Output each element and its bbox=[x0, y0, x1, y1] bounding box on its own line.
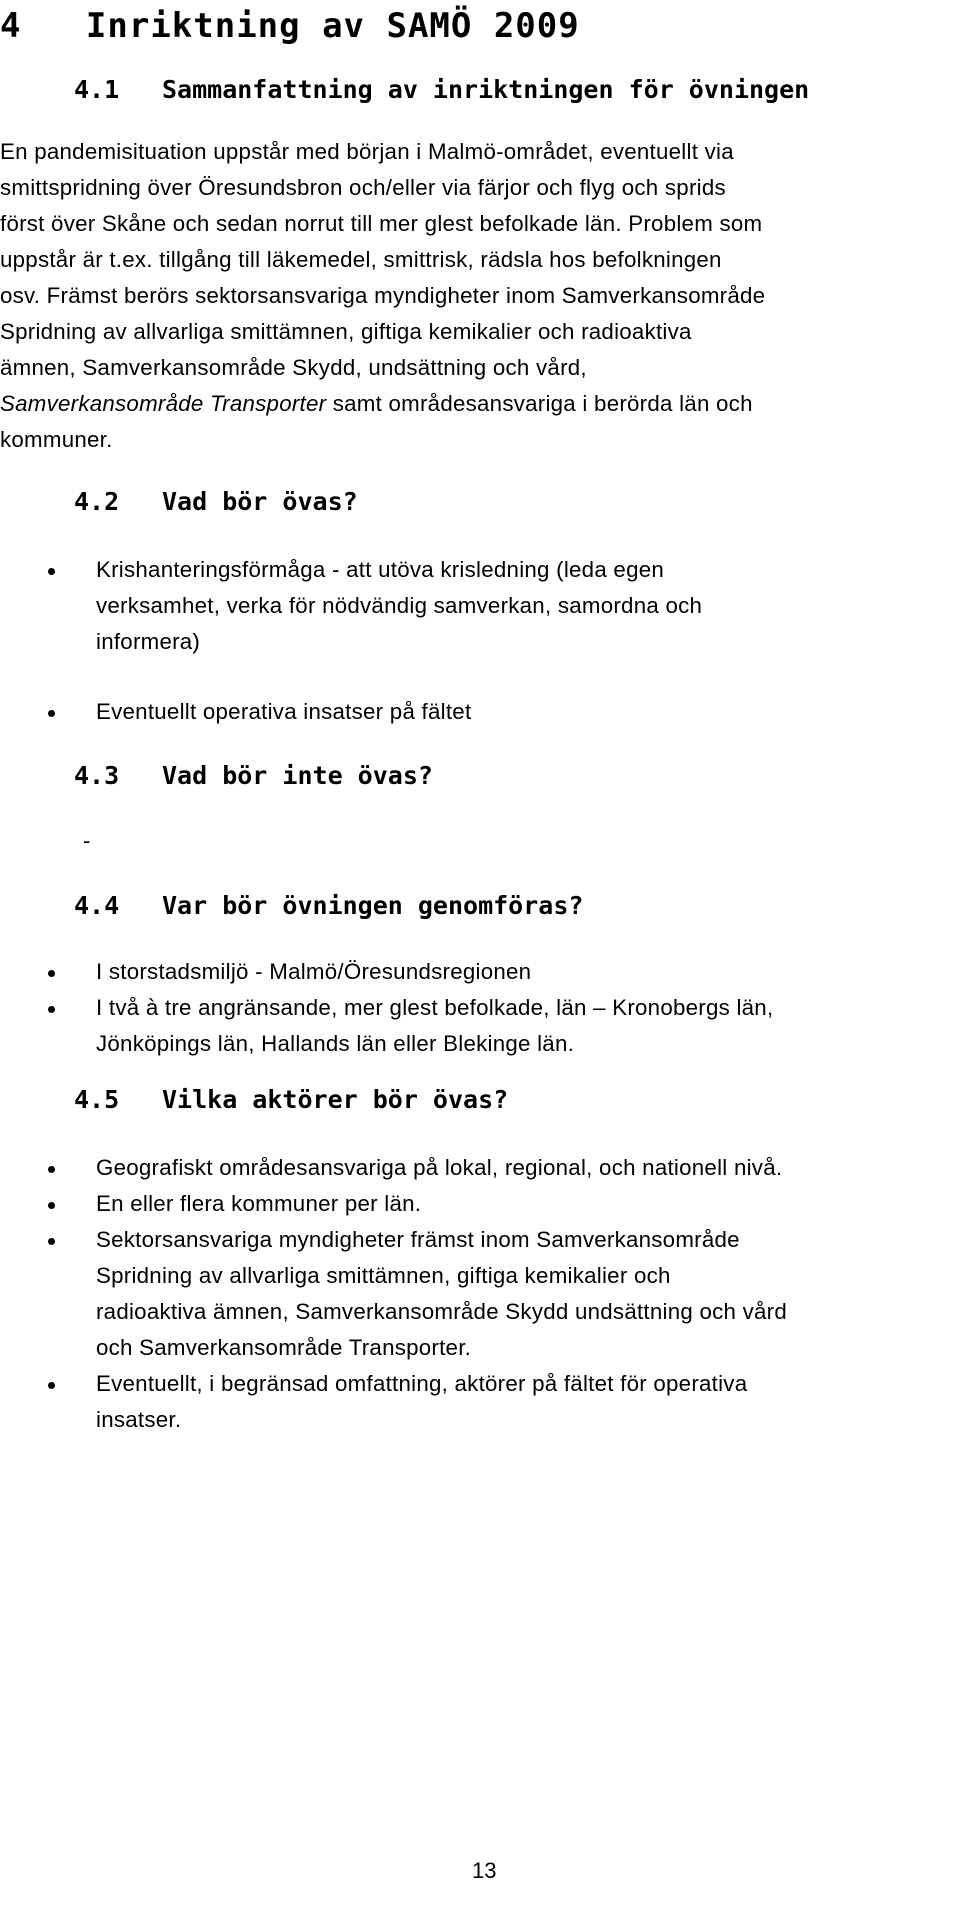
paragraph-line: osv. Främst berörs sektorsansvariga myndigheter inom Samverkansområde bbox=[0, 283, 766, 308]
list-line: Sektorsansvariga myndigheter främst inom Samverkansområde bbox=[96, 1227, 740, 1252]
section-title: Vad bör övas? bbox=[162, 487, 358, 516]
list-item bbox=[0, 990, 773, 1062]
section-number: 4.5 bbox=[74, 1085, 120, 1114]
section-title: Vilka aktörer bör övas? bbox=[162, 1085, 509, 1114]
bullet-icon bbox=[48, 1166, 55, 1173]
what-to-practice-list bbox=[0, 552, 702, 730]
list-line: Krishanteringsförmåga - att utöva krisledning (leda egen bbox=[96, 557, 665, 582]
bullet-icon bbox=[48, 1238, 55, 1245]
section-number: 4.3 bbox=[74, 761, 120, 790]
list-item bbox=[0, 954, 773, 990]
paragraph-line: smittspridning över Öresundsbron och/eller via färjor och flyg och sprids bbox=[0, 175, 726, 200]
section-heading-4-4 bbox=[74, 888, 583, 924]
where-list bbox=[0, 954, 773, 1062]
section-heading-4-5 bbox=[74, 1082, 508, 1118]
actors-list bbox=[0, 1150, 787, 1438]
list-item bbox=[0, 694, 702, 730]
list-line: Spridning av allvarliga smittämnen, giftiga kemikalier och bbox=[96, 1263, 671, 1288]
bullet-icon bbox=[48, 1382, 55, 1389]
section-title: Vad bör inte övas? bbox=[162, 761, 433, 790]
section-number: 4.2 bbox=[74, 487, 120, 516]
section-heading-4-3 bbox=[74, 758, 433, 794]
list-line: I två à tre angränsande, mer glest befolkade, län – Kronobergs län, bbox=[96, 995, 774, 1020]
paragraph-line: ämnen, Samverkansområde Skydd, undsättning och vård, bbox=[0, 355, 587, 380]
italic-term: Samverkansområde Transporter bbox=[0, 391, 327, 416]
list-line: En eller flera kommuner per län. bbox=[96, 1191, 422, 1216]
bullet-icon bbox=[48, 1006, 55, 1013]
chapter-number: 4 bbox=[0, 6, 22, 46]
paragraph-line: kommuner. bbox=[0, 427, 113, 452]
paragraph-line: först över Skåne och sedan norrut till mer glest befolkade län. Problem som bbox=[0, 211, 763, 236]
section-title: Var bör övningen genomföras? bbox=[162, 891, 584, 920]
section-number: 4.4 bbox=[74, 891, 120, 920]
paragraph-line: En pandemisituation uppstår med början i Malmö-området, eventuellt via bbox=[0, 139, 734, 164]
section-heading-4-1 bbox=[74, 72, 809, 108]
list-line: Eventuellt operativa insatser på fältet bbox=[96, 699, 472, 724]
list-line: Geografiskt områdesansvariga på lokal, regional, och nationell nivå. bbox=[96, 1155, 783, 1180]
bullet-icon bbox=[48, 710, 55, 717]
chapter-title: Inriktning av SAMÖ 2009 bbox=[85, 6, 580, 46]
list-line: och Samverkansområde Transporter. bbox=[96, 1335, 472, 1360]
empty-list-dash: - bbox=[83, 828, 91, 853]
list-line: radioaktiva ämnen, Samverkansområde Skydd undsättning och vård bbox=[96, 1299, 787, 1324]
list-line: verksamhet, verka för nödvändig samverkan, samordna och bbox=[96, 593, 703, 618]
section-title: Sammanfattning av inriktningen för övningen bbox=[162, 75, 810, 104]
bullet-icon bbox=[48, 568, 55, 575]
bullet-icon bbox=[48, 1202, 55, 1209]
list-line: I storstadsmiljö - Malmö/Öresundsregionen bbox=[96, 959, 532, 984]
list-line: Eventuellt, i begränsad omfattning, aktörer på fältet för operativa bbox=[96, 1371, 748, 1396]
paragraph-line: Spridning av allvarliga smittämnen, giftiga kemikalier och radioaktiva bbox=[0, 319, 692, 344]
list-line: informera) bbox=[96, 629, 201, 654]
page-number: 13 bbox=[472, 1858, 497, 1883]
list-item bbox=[0, 1222, 787, 1366]
paragraph-line: uppstår är t.ex. tillgång till läkemedel, smittrisk, rädsla hos befolkningen bbox=[0, 247, 722, 272]
list-item bbox=[0, 1186, 787, 1222]
chapter-heading bbox=[0, 4, 580, 48]
paragraph-line bbox=[0, 386, 950, 422]
section-heading-4-2 bbox=[74, 484, 358, 520]
summary-paragraph bbox=[0, 134, 950, 458]
list-item bbox=[0, 552, 702, 660]
list-line: insatser. bbox=[96, 1407, 182, 1432]
paragraph-text: samt områdesansvariga i berörda län och bbox=[326, 391, 753, 416]
list-item bbox=[0, 1366, 787, 1438]
section-number: 4.1 bbox=[74, 75, 120, 104]
list-line: Jönköpings län, Hallands län eller Blekinge län. bbox=[96, 1031, 575, 1056]
list-item bbox=[0, 1150, 787, 1186]
bullet-icon bbox=[48, 970, 55, 977]
